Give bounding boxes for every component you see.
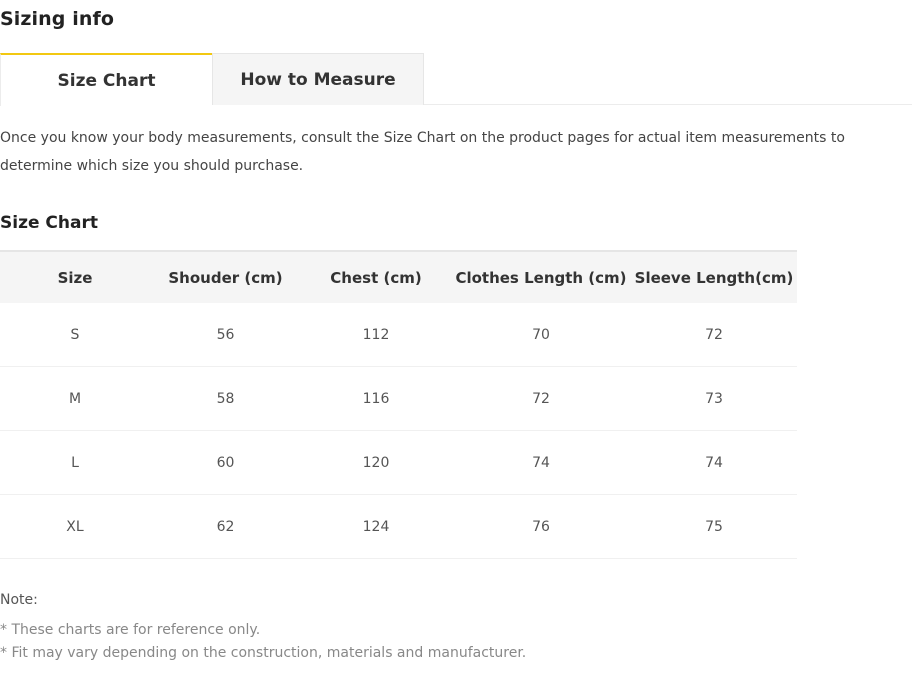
table-row xyxy=(0,367,797,431)
cell-clothes-length: 74 xyxy=(451,431,631,495)
header-shoulder: Shouder (cm) xyxy=(168,268,283,287)
cell-clothes-length: 72 xyxy=(451,367,631,431)
page-title: Sizing info xyxy=(0,8,114,30)
table-row xyxy=(0,431,797,495)
cell-clothes-length: 76 xyxy=(451,495,631,559)
cell-sleeve-length: 74 xyxy=(631,431,797,495)
cell-chest: 116 xyxy=(301,367,451,431)
cell-chest: 120 xyxy=(301,431,451,495)
table-row xyxy=(0,303,797,367)
cell-size: M xyxy=(0,367,150,431)
tab-bar xyxy=(0,53,912,105)
cell-size: XL xyxy=(0,495,150,559)
note-item: * These charts are for reference only. xyxy=(0,622,261,638)
cell-size: L xyxy=(0,431,150,495)
table-header-row xyxy=(0,251,797,303)
table-row xyxy=(0,495,797,559)
note-label: Note: xyxy=(0,592,38,608)
intro-text: Once you know your body measurements, consult the Size Chart on the product pages for actual item measurements to determine which size you should purchase. xyxy=(0,130,845,174)
tab-how-to-measure[interactable]: How to Measure xyxy=(212,53,424,105)
size-chart-table xyxy=(0,250,797,559)
cell-size: S xyxy=(0,303,150,367)
header-clothes-length: Clothes Length (cm) xyxy=(455,268,627,287)
header-chest: Chest (cm) xyxy=(330,268,422,287)
note-list xyxy=(0,619,526,665)
cell-sleeve-length: 72 xyxy=(631,303,797,367)
cell-sleeve-length: 75 xyxy=(631,495,797,559)
cell-shoulder: 58 xyxy=(150,367,301,431)
tab-size-chart[interactable]: Size Chart xyxy=(0,53,212,106)
header-size: Size xyxy=(57,268,93,287)
cell-sleeve-length: 73 xyxy=(631,367,797,431)
cell-shoulder: 56 xyxy=(150,303,301,367)
cell-chest: 112 xyxy=(301,303,451,367)
cell-shoulder: 62 xyxy=(150,495,301,559)
size-chart-title: Size Chart xyxy=(0,213,98,233)
cell-shoulder: 60 xyxy=(150,431,301,495)
note-item: * Fit may vary depending on the construction, materials and manufacturer. xyxy=(0,645,527,661)
cell-clothes-length: 70 xyxy=(451,303,631,367)
header-sleeve-length: Sleeve Length(cm) xyxy=(634,268,794,287)
cell-chest: 124 xyxy=(301,495,451,559)
